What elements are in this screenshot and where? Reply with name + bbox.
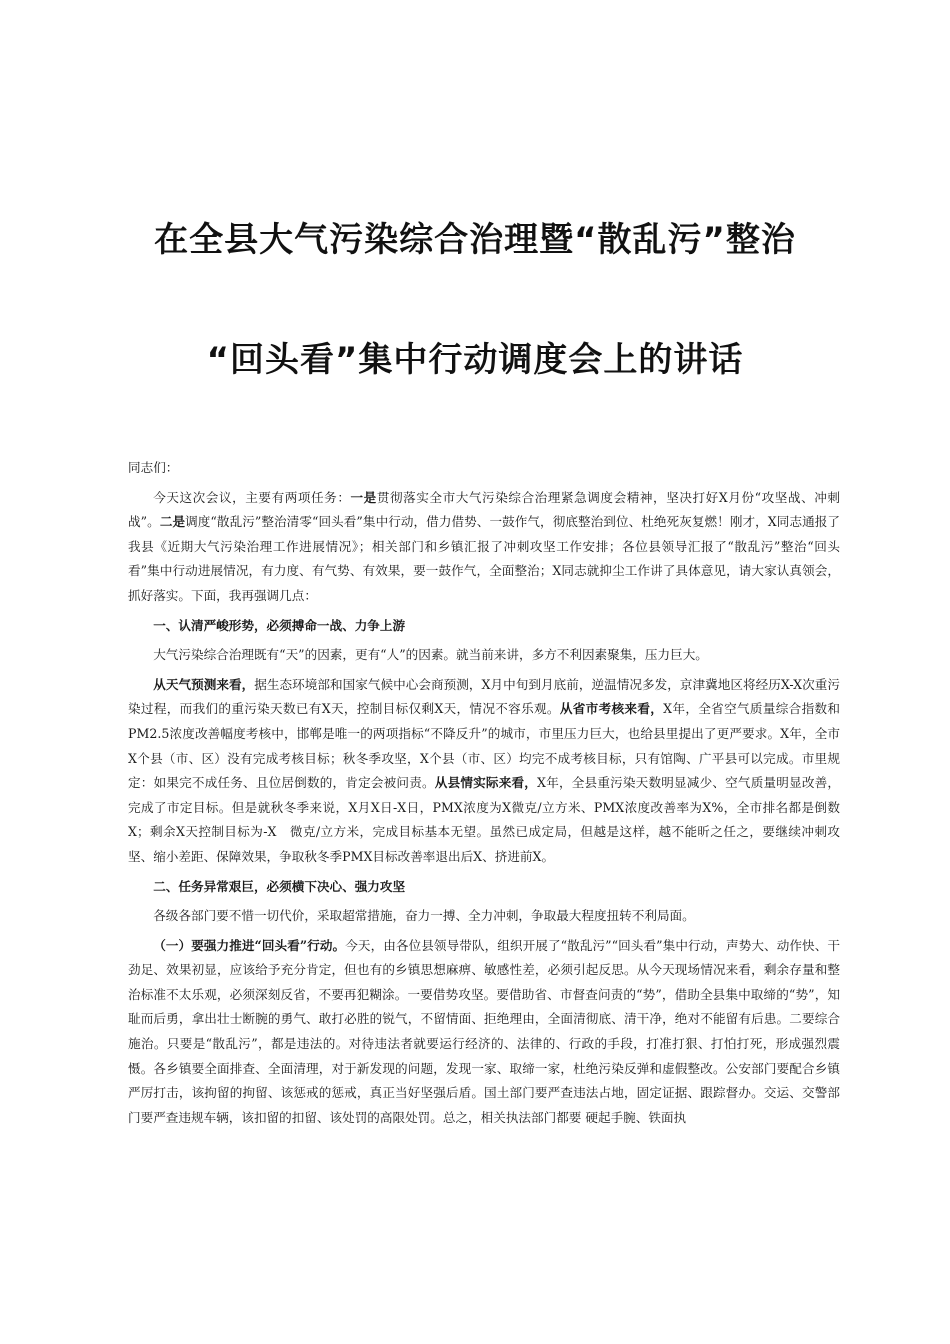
weather-lead: 从天气预测来看，	[153, 676, 255, 692]
section-heading-1: 一、认清严峻形势，必须搏命一战、力争上游	[153, 617, 406, 633]
paragraph-intro	[128, 486, 840, 609]
salutation: 同志们：	[128, 460, 179, 475]
document-title-line-2: “回头看”集中行动调度会上的讲话	[206, 340, 744, 380]
weather-text: 据生态环境部和国家气候中心会商预测，X月中旬到月底前，逆温情况多发，京津冀地区将经历X-X次重污染过程，而我们的重污染天数已有X天，控制目标仅剩X天，情况不容乐观。	[128, 676, 841, 717]
document-title-line-1: 在全县大气污染综合治理暨“散乱污”整治	[154, 220, 796, 260]
review-action-text: 今天，由各位县领导带队，组织开展了“散乱污”“回头看”集中行动，声势大、动作快、干劲足、效果初显，应该给予充分肯定，但也有的乡镇思想麻痹、敏感性差，必须引起反思。从今天现场情况来看，剩余存量和整治标准不太乐观，必须深刻反省，不要再犯糊涂。一要借势攻坚。要借助省、市督查问责的“势”，借助全县集中取缔的“势”，知耻而后勇，拿出壮士断腕的勇气、敢打必胜的锐气，不留情面、拒绝理由，全面清彻底、清干净，绝对不能留有后患。二要综合施治。只要是“散乱污”，都是违法的。对待违法者就要运行经济的、法律的、行政的手段，打准打狠、打怕打死，形成强烈震慑。各乡镇要全面排查、全面清理，对于新发现的问题，发现一家、取缔一家，杜绝污染反弹和虚假整改。公安部门要配合乡镇严厉打击，该拘留的拘留、该惩戒的惩戒，真正当好坚强后盾。国土部门要严查违法占地，固定证据、跟踪督办。交运、交警部门要严查违规车辆，该扣留的扣留、该处罚的高限处罚。总之，相关执法部门都要 硬起手腕、铁面执	[128, 937, 840, 1125]
paragraph-factors: 大气污染综合治理既有“天”的因素，更有“人”的因素。就当前来讲，多方不利因素聚集，压力巨大。	[153, 647, 708, 663]
document-body	[128, 456, 840, 1135]
assessment-lead: 从省市考核来看，	[559, 701, 664, 717]
intro-bold-second: 二是	[159, 514, 186, 530]
paragraph-departments: 各级各部门要不惜一切代价，采取超常措施，奋力一搏、全力冲刺，争取最大程度扭转不利局面。	[153, 908, 695, 924]
county-lead: 从县情实际来看，	[434, 775, 538, 791]
county-text: X年，全县重污染天数明显减少、空气质量明显改善，完成了市定目标。但是就秋冬季来说，X月X日-X日，PMX浓度为X微克/立方米、PMX浓度改善率为X%，全市排名都是倒数X；剩余X天控制目标为-X 微克/立方米，完成目标基本无望。虽然已成定局，但越是这样，越不能昕之任之，要继续冲刺攻坚、缩小差距、保障效果，争取秋冬季PMX目标改善率退出后X、挤进前X。	[128, 775, 841, 864]
paragraph-review-action	[128, 934, 840, 1131]
section-heading-2: 二、任务异常艰巨，必须横下决心、强力攻坚	[153, 878, 406, 894]
paragraph-situation	[128, 673, 840, 870]
intro-text-1: 今天这次会议，主要有两项任务：	[153, 489, 351, 505]
review-action-lead: （一）要强力推进“回头看”行动。	[153, 937, 346, 953]
assessment-text: X年，全省空气质量综合指数和PM2.5浓度改善幅度考核中，邯郸是唯一的两项指标“不降反升”的城市，市里压力巨大，也给县里提出了更严要求。X年，全市X个县（市、区）没有完成考核目标；秋冬季攻坚，X个县（市、区）均完不成考核目标，只有馆陶、广平县可以完成。市里规定：如果完不成任务、且位居倒数的，肯定会被问责。	[128, 701, 841, 791]
intro-text-2: 贯彻落实全市大气污染综合治理紧急调度会精神，坚决打好X月份“攻坚战、冲刺战”。	[128, 489, 841, 530]
intro-text-3: 调度“散乱污”整治清零“回头看”集中行动，借力借势、一鼓作气，彻底整治到位、杜绝死灰复燃！刚才，X同志通报了我县《近期大气污染治理工作进展情况》；相关部门和乡镇汇报了冲刺攻坚工作安排；各位县领导汇报了“散乱污”整治“回头看”集中行动进展情况，有力度、有气势、有效果，要一鼓作气，全面整治；X同志就抑尘工作讲了具体意见，请大家认真领会，抓好落实。下面，我再强调几点：	[128, 514, 840, 603]
intro-bold-first: 一是	[350, 489, 377, 505]
